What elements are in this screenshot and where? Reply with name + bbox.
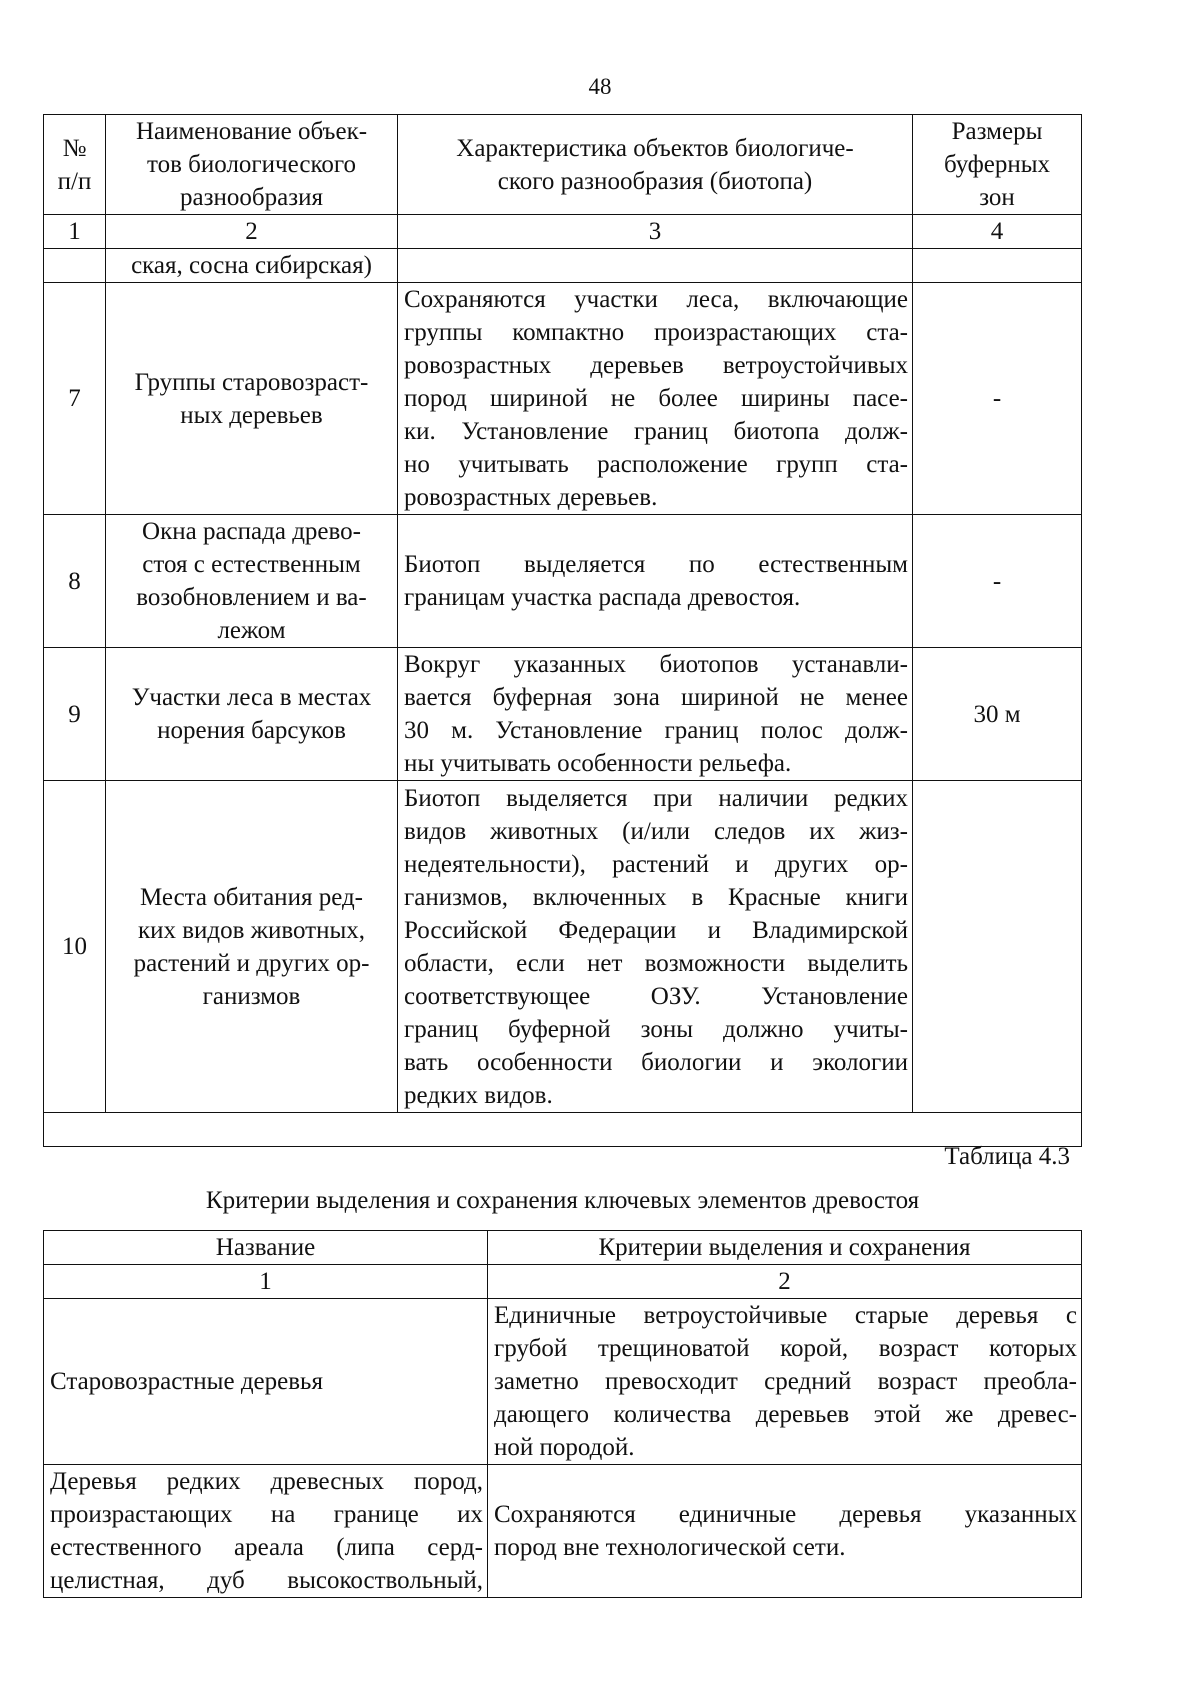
table-row: [44, 515, 1082, 648]
header-characteristic: Характеристика объектов биологиче- ского разнообразия (биотопа): [398, 115, 913, 215]
header-criteria: Критерии выделения и сохранения: [488, 1231, 1082, 1265]
row-num: 8: [44, 515, 106, 648]
row-name: Участки леса в местах норения барсуков: [106, 648, 398, 781]
table-row: [44, 1465, 1082, 1598]
header-title: Название: [44, 1231, 488, 1265]
column-number-row: [44, 1265, 1082, 1299]
table-caption: Критерии выделения и сохранения ключевых элементов древостоя: [205, 1187, 920, 1214]
row-characteristic: Биотоп выделяется по естественным границам участка распада древостоя.: [398, 515, 913, 648]
table-row: [44, 1299, 1082, 1465]
row-name: Окна распада древо- стоя с естественным возобновлением и ва- лежом: [106, 515, 398, 648]
biotope-table: [43, 114, 1082, 1147]
row-name: Места обитания ред- ких видов животных, растений и других ор- ганизмов: [106, 781, 398, 1113]
row-characteristic: Вокруг указанных биотопов устанавли- вается буферная зона шириной не менее 30 м. Установление границ полос долж- ны учитывать особенности рельефа.: [398, 648, 913, 781]
table-row: [44, 283, 1082, 515]
col-number: 1: [44, 215, 106, 249]
table-row: [44, 781, 1082, 1113]
col-number: 1: [44, 1265, 488, 1299]
row-name: Деревья редких древесных пород, произрастающих на границе их естественного ареала (липа серд- целистная, дуб высокоствольный,: [44, 1465, 488, 1598]
continuation-row: [44, 249, 1082, 283]
row-name: Старовозрастные деревья: [44, 1299, 488, 1465]
col-number: 4: [913, 215, 1082, 249]
col-number: 2: [488, 1265, 1082, 1299]
table-row: [44, 648, 1082, 781]
header-name: Наименование объек- тов биологического разнообразия: [106, 115, 398, 215]
page-number: 48: [588, 74, 612, 99]
col-number: 3: [398, 215, 913, 249]
table-header-row: [44, 1231, 1082, 1265]
row-characteristic: Биотоп выделяется при наличии редких видов животных (и/или следов их жиз- недеятельности), растений и других ор- ганизмов, включенных в Красные книги Российской Федерации и Владимирской области, если нет возможности выделить соответствующее ОЗУ. Установление границ буферной зоны должно учиты- вать особенности биологии и экологии редких видов.: [398, 781, 913, 1113]
row-num: 7: [44, 283, 106, 515]
header-num: № п/п: [44, 115, 106, 215]
table-label: Таблица 4.3: [944, 1143, 1070, 1170]
header-buffer: Размеры буферных зон: [913, 115, 1082, 215]
row-num: 9: [44, 648, 106, 781]
row-criteria: Сохраняются единичные деревья указанных пород вне технологической сети.: [488, 1465, 1082, 1598]
row-characteristic: Сохраняются участки леса, включающие группы компактно произрастающих ста- ровозрастных деревьев ветроустойчивых пород шириной не более ширины пасе- ки. Установление границ биотопа долж- но учитывать расположение групп ста- ровозрастных деревьев.: [398, 283, 913, 515]
continuation-text: ская, сосна сибирская): [106, 249, 398, 283]
column-number-row: [44, 215, 1082, 249]
row-buffer: 30 м: [913, 648, 1082, 781]
row-buffer: -: [913, 515, 1082, 648]
row-num: 10: [44, 781, 106, 1113]
row-name: Группы старовозраст- ных деревьев: [106, 283, 398, 515]
row-criteria: Единичные ветроустойчивые старые деревья с грубой трещиноватой корой, возраст которых заметно превосходит средний возраст преобла- дающего количества деревьев этой же древес- ной породой.: [488, 1299, 1082, 1465]
table-header-row: [44, 115, 1082, 215]
row-buffer: [913, 781, 1082, 1113]
row-buffer: -: [913, 283, 1082, 515]
criteria-table: [43, 1230, 1082, 1598]
col-number: 2: [106, 215, 398, 249]
